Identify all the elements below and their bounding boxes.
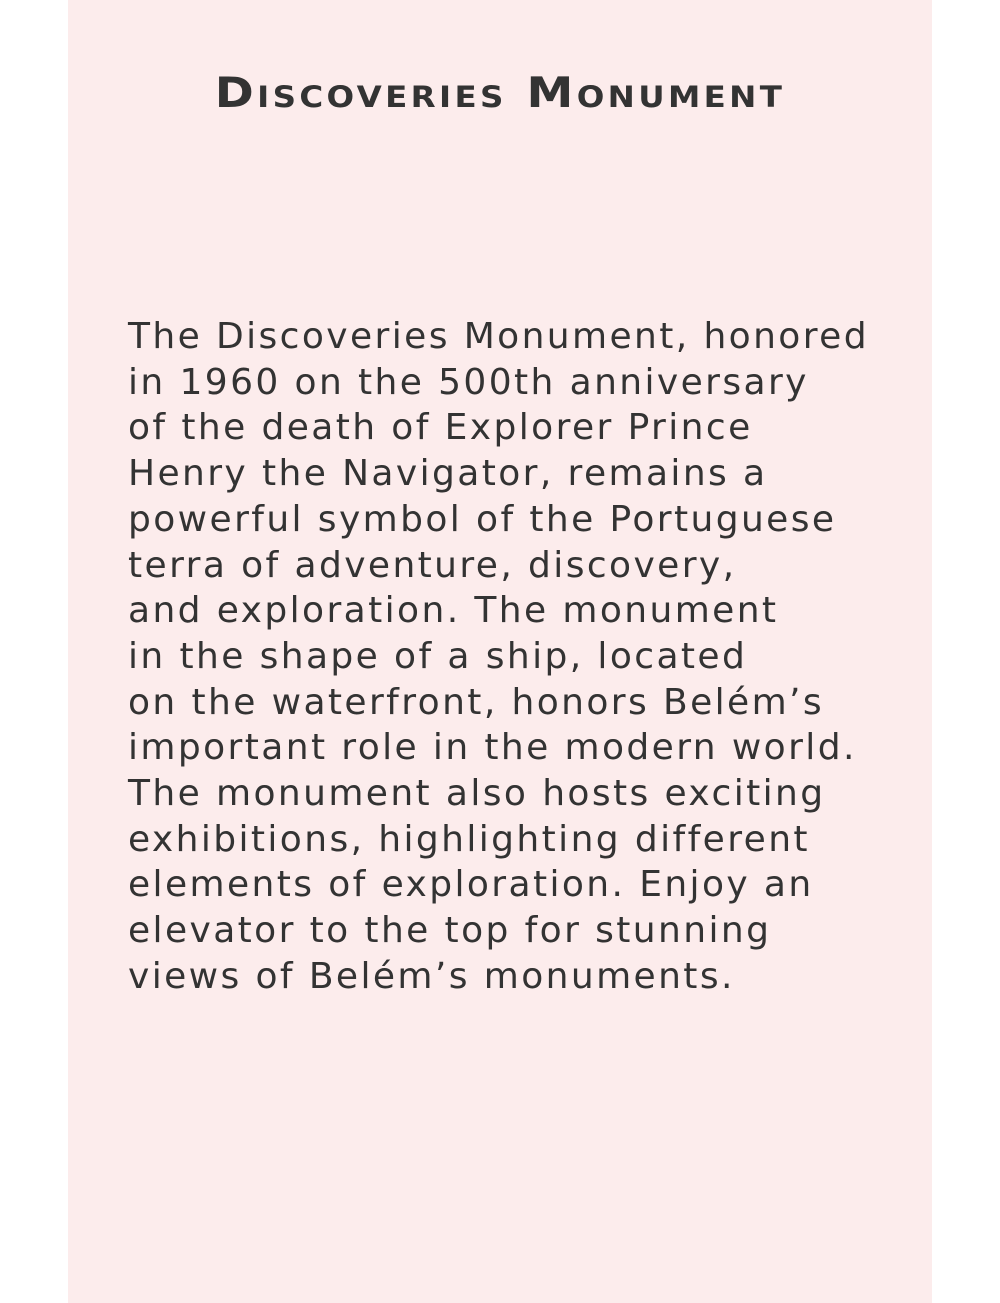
body-line: The Discoveries Monument, honored (128, 316, 869, 357)
page-title: Discoveries Monument (214, 68, 786, 117)
body-line: on the waterfront, honors Belém’s (128, 681, 825, 723)
body-line: important role in the modern world. (128, 727, 857, 769)
body-line: The monument also hosts exciting (128, 773, 826, 815)
body-line: in the shape of a ship, located (128, 635, 748, 677)
body-line: in 1960 on the 500th anniversary (128, 361, 809, 403)
body-line: powerful symbol of the Portuguese (128, 498, 837, 540)
body-line: of the death of Explorer Prince (128, 407, 753, 449)
body-line: elements of exploration. Enjoy an (128, 864, 814, 906)
body-line: and exploration. The monument (128, 590, 779, 632)
document-page (68, 0, 932, 1303)
body-paragraph (128, 314, 918, 1000)
body-line: views of Belém’s monuments. (128, 955, 735, 997)
body-line: exhibitions, highlighting different (128, 818, 810, 860)
body-line: Henry the Navigator, remains a (128, 453, 768, 495)
body-line: elevator to the top for stunning (128, 910, 772, 952)
body-line: terra of adventure, discovery, (128, 544, 737, 586)
